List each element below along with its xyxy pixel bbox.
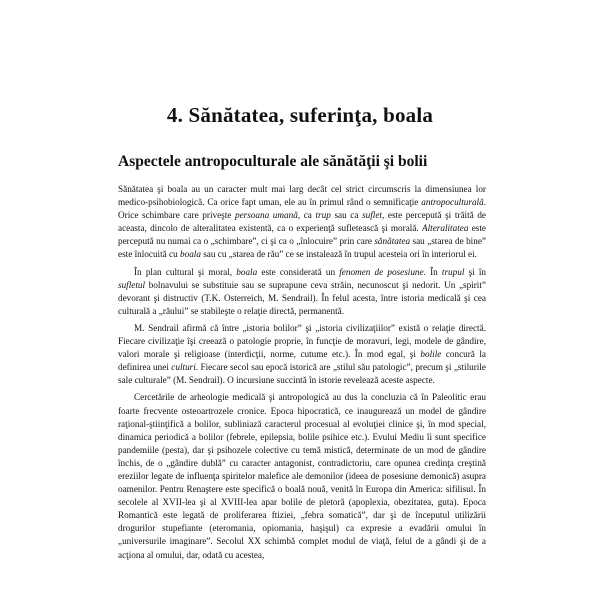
italic-text: Alteralitatea bbox=[421, 223, 469, 234]
text-run: Cercetările de arheologie medicală şi antropologică au dus la concluzia că în Paleolitic erau foarte frecvente osteoartrozele cronice. Epoca hipocratică, ce inaugurează un model de gândire raţional-ştiinţifică a bolilor, subliniază caracterul procesual al evoluţiei clinice şi, în mod special, dinamica periodică a bolilor (febrele, epilepsia, bolile psihice etc.). Evului Mediu îi sunt specifice pandemiile (pesta), dar şi psihozele colective cu temă mistică, determinate de un mod de gândire închis, de o „gândire dublă” cu caracter antagonist, contradictoriu, care opunea credinţa creştină ereziilor legate de influenţa spiritelor malefice ale demonilor (ideea de posesiune demonică) asupra oamenilor. Pentru Renaştere este specifică o boală nouă, venită în Europa din America: sifilisul. În secolele al XVII-lea şi al XVIII-lea apar bolile de pletoră (apoplexia, obezitatea, guta). Epoca Romantică este legată de proliferarea ftiziei, „febra somatică”, dar şi de începutul utilizării drogurilor stupefiante (eteromania, opiomania, haşişul) ca expresie a evadării omului în „universurile imaginare”. Secolul XX schimbă complet modul de viaţă, felul de a gândi şi de a acţiona al omului, dar, odată cu acestea, bbox=[118, 392, 486, 560]
italic-text: bolile bbox=[420, 349, 442, 360]
text-run: În plan cultural şi moral, bbox=[134, 266, 237, 277]
text-run: sau cu „starea de rău” ce se instalează în trupul acesteia ori în interiorul ei. bbox=[200, 249, 477, 260]
body-text bbox=[118, 183, 486, 566]
italic-text: sufletul bbox=[118, 279, 146, 290]
text-run: sau „starea de bine” este înlocuită cu bbox=[118, 236, 486, 260]
text-run: concură la definirea unei bbox=[118, 349, 486, 373]
italic-text: antropoculturală bbox=[421, 197, 484, 208]
text-run: Sănătatea şi boala au un caracter mult mai larg decât cel strict circumscris la dimensiunea lor medico-psihobiologică. Ca orice fapt uman, ele au în primul rând o semnificaţie bbox=[118, 184, 486, 208]
italic-text: suflet bbox=[362, 210, 382, 221]
text-run: sau ca bbox=[330, 210, 363, 221]
italic-text: persoana umană bbox=[234, 210, 298, 221]
text-run: . În bbox=[423, 266, 442, 277]
paragraph bbox=[118, 391, 486, 561]
text-run: , este percepută şi trăită de aceasta, dincolo de alteralitatea existentă, ca o experienţă sufletească şi morală. bbox=[118, 210, 486, 234]
paragraph bbox=[118, 322, 486, 387]
text-run: , ca bbox=[297, 210, 316, 221]
paragraph bbox=[118, 183, 486, 262]
paragraph bbox=[118, 266, 486, 318]
italic-text: boala bbox=[236, 266, 258, 277]
chapter-title: 4. Sănătatea, suferinţa, boala bbox=[166, 103, 434, 127]
text-run: . Fiecare secol sau epocă istorică are „stilul său patologic”, precum şi „stilurile sale culturale” (M. Sendrail). O incursiune succintă în istorie revelează aceste aspecte. bbox=[118, 362, 486, 386]
italic-text: culturi bbox=[171, 362, 196, 373]
section-heading: Aspectele antropoculturale ale sănătăţii şi bolii bbox=[118, 153, 428, 170]
text-run: este considerată un bbox=[257, 266, 340, 277]
text-run: şi în bbox=[464, 266, 487, 277]
text-run: bolnavului se substituie sau se suprapune ceva străin, necunoscut şi nedorit. Un „spirit” devorant şi distructiv (T.K. Osterreich, M. Sendrail). În felul acesta, între istoria medicală şi cea culturală a „răului” se stabileşte o relaţie directă, permanentă. bbox=[118, 279, 486, 316]
italic-text: boala bbox=[180, 249, 201, 260]
text-run: . Orice schimbare care priveşte bbox=[118, 197, 486, 221]
italic-text: trupul bbox=[441, 266, 465, 277]
italic-text: trup bbox=[315, 210, 331, 221]
text-run: este percepută nu numai ca o „schimbare”, ci şi ca o „înlocuire” prin care bbox=[118, 223, 486, 247]
text-run: M. Sendrail afirmă că între „istoria bolilor” şi „istoria civilizaţiilor” există o relaţie directă. Fiecare civilizaţie îşi creează o patologie proprie, în funcţie de moravuri, legi, modele de gândire, valori morale şi religioase (interdicţii, norme, cutume etc.). În mod egal, şi bbox=[118, 322, 486, 360]
italic-text: sănătatea bbox=[374, 236, 411, 247]
italic-text: fenomen de posesiune bbox=[339, 266, 424, 277]
